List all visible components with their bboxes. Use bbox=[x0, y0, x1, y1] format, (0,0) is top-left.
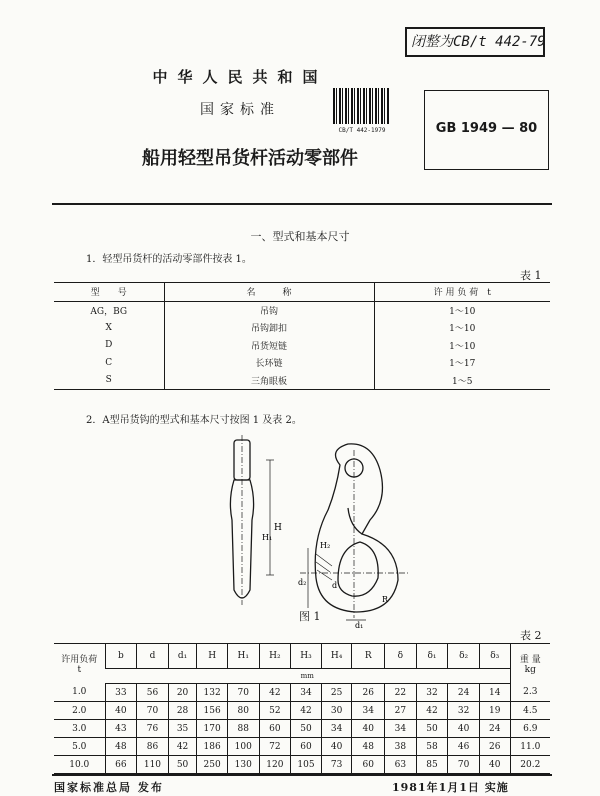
table-cell: 40 bbox=[352, 720, 385, 738]
table-cell: 86 bbox=[137, 738, 169, 756]
table-cell: 60 bbox=[291, 738, 322, 756]
table-cell: 32 bbox=[448, 702, 480, 720]
table-cell: 130 bbox=[227, 756, 259, 774]
table-cell: 42 bbox=[416, 702, 448, 720]
table-cell: 35 bbox=[168, 720, 197, 738]
table2-header-row bbox=[54, 644, 550, 669]
table-cell: 1～5 bbox=[374, 372, 550, 390]
dim-d2-label: d₂ bbox=[298, 578, 307, 587]
table-cell: 60 bbox=[352, 756, 385, 774]
table-cell: 48 bbox=[352, 738, 385, 756]
barcode-text: CB/T 442-1979 bbox=[338, 127, 386, 134]
table-cell: 长环链 bbox=[164, 354, 374, 372]
table-row bbox=[54, 756, 550, 774]
table-cell: 46 bbox=[448, 738, 480, 756]
table-cell: 40 bbox=[448, 720, 480, 738]
barcode-icon bbox=[333, 88, 389, 124]
table-cell: 24 bbox=[448, 684, 480, 702]
table-cell: 132 bbox=[197, 684, 228, 702]
table-cell: 3.0 bbox=[54, 720, 105, 738]
section-title: 一、型式和基本尺寸 bbox=[250, 230, 350, 243]
table-cell: 170 bbox=[197, 720, 228, 738]
table1-header-model: 型 号 bbox=[90, 288, 127, 299]
table-cell: 2.0 bbox=[54, 702, 105, 720]
table-cell: 2.3 bbox=[510, 684, 550, 702]
table-cell: 吊货短链 bbox=[164, 337, 374, 355]
table-row bbox=[54, 702, 550, 720]
table-cell: 26 bbox=[479, 738, 510, 756]
table-cell: 48 bbox=[105, 738, 137, 756]
table1-header-row bbox=[54, 283, 550, 302]
dim-H1-label: H₁ bbox=[262, 533, 273, 542]
country-name: 中华人民共和国 bbox=[152, 68, 328, 86]
figure-caption: 图 1 bbox=[299, 610, 321, 623]
table2-header-cell: d₁ bbox=[168, 644, 197, 669]
archive-stamp: 闭整为CB/t 442-79 bbox=[405, 27, 545, 57]
table-cell: 34 bbox=[352, 702, 385, 720]
table-cell: 80 bbox=[227, 702, 259, 720]
table-cell: 73 bbox=[321, 756, 352, 774]
table-cell: 20.2 bbox=[510, 756, 550, 774]
table-row bbox=[54, 354, 550, 372]
table-cell: 1～10 bbox=[374, 337, 550, 355]
table2-header-load-unit: t bbox=[77, 665, 82, 676]
table-cell: 34 bbox=[385, 720, 417, 738]
table2-header-cell: H₁ bbox=[227, 644, 259, 669]
hook-drawing bbox=[220, 430, 420, 630]
standard-type: 国家标准 bbox=[200, 102, 280, 118]
table2-unit-mm: mm bbox=[105, 669, 510, 684]
dim-d-label: d bbox=[332, 581, 338, 590]
table-cell: 1～10 bbox=[374, 301, 550, 319]
table-cell: 85 bbox=[416, 756, 448, 774]
table2-label: 表 2 bbox=[520, 629, 542, 642]
hook-front-outline bbox=[315, 444, 398, 612]
table-cell: 250 bbox=[197, 756, 228, 774]
table-cell: 28 bbox=[168, 702, 197, 720]
table-cell: 38 bbox=[385, 738, 417, 756]
dim-R-label: R bbox=[382, 595, 389, 604]
table-cell: 30 bbox=[321, 702, 352, 720]
paragraph-2: 2．A型吊货钩的型式和基本尺寸按图 1 及表 2。 bbox=[86, 415, 302, 426]
table-row bbox=[54, 720, 550, 738]
table-cell: D bbox=[105, 340, 113, 351]
table-cell: 34 bbox=[291, 684, 322, 702]
table-cell: 吊钩卸扣 bbox=[164, 319, 374, 337]
standard-number: GB 1949 — 80 bbox=[435, 121, 538, 136]
table-row bbox=[54, 372, 550, 390]
dim-H-label: H bbox=[274, 523, 282, 533]
table-cell: 1～17 bbox=[374, 354, 550, 372]
table2-header-cell: δ₁ bbox=[416, 644, 448, 669]
table-row bbox=[54, 301, 550, 319]
table-cell: 33 bbox=[105, 684, 137, 702]
table-row bbox=[54, 738, 550, 756]
table-cell: 186 bbox=[197, 738, 228, 756]
table-cell: 63 bbox=[385, 756, 417, 774]
table2-header-cell: δ bbox=[385, 644, 417, 669]
table-cell: 76 bbox=[137, 720, 169, 738]
table-cell: 14 bbox=[479, 684, 510, 702]
table-cell: 40 bbox=[321, 738, 352, 756]
table-cell: 70 bbox=[227, 684, 259, 702]
table-cell: 吊钩 bbox=[164, 301, 374, 319]
table-cell: C bbox=[105, 357, 113, 368]
table-cell: 5.0 bbox=[54, 738, 105, 756]
table-cell: 4.5 bbox=[510, 702, 550, 720]
table-cell: X bbox=[105, 322, 112, 333]
table-cell: 50 bbox=[168, 756, 197, 774]
table-cell: 100 bbox=[227, 738, 259, 756]
table2-header-cell: δ₃ bbox=[479, 644, 510, 669]
table-cell: 32 bbox=[416, 684, 448, 702]
table-cell: AG，BG bbox=[90, 306, 128, 317]
table-cell: 56 bbox=[137, 684, 169, 702]
table-cell: 40 bbox=[479, 756, 510, 774]
table-row bbox=[54, 337, 550, 355]
implementation-date: 1981年1月1日 实施 bbox=[392, 781, 509, 794]
table-cell: 60 bbox=[259, 720, 291, 738]
table1-label: 表 1 bbox=[520, 269, 542, 282]
table-cell: 20 bbox=[168, 684, 197, 702]
dim-d1-label: d₁ bbox=[355, 621, 364, 630]
table1 bbox=[54, 282, 550, 390]
table-cell: 110 bbox=[137, 756, 169, 774]
paragraph-1: 1．轻型吊货杆的活动零部件按表 1。 bbox=[86, 254, 252, 265]
table-cell: 34 bbox=[321, 720, 352, 738]
table1-header-load: 许 用 负 荷 t bbox=[374, 283, 550, 302]
table-cell: 25 bbox=[321, 684, 352, 702]
publisher: 国家标准总局 发布 bbox=[54, 781, 164, 794]
table2-header-cell: d bbox=[137, 644, 169, 669]
table-cell: 58 bbox=[416, 738, 448, 756]
table-cell: 88 bbox=[227, 720, 259, 738]
table-cell: 22 bbox=[385, 684, 417, 702]
table-cell: 72 bbox=[259, 738, 291, 756]
table2-header-weight-label: 重 量 bbox=[519, 655, 541, 666]
table-cell: 42 bbox=[168, 738, 197, 756]
table-cell: 6.9 bbox=[510, 720, 550, 738]
table2-header-cell: H₂ bbox=[259, 644, 291, 669]
table2-header-cell: b bbox=[105, 644, 137, 669]
table-cell: S bbox=[105, 375, 112, 386]
table2-header-cell: H₃ bbox=[291, 644, 322, 669]
table-cell: 10.0 bbox=[54, 756, 105, 774]
table2-header-load bbox=[54, 644, 105, 684]
table-cell: 19 bbox=[479, 702, 510, 720]
table-cell: 40 bbox=[105, 702, 137, 720]
table2-header-weight-unit: kg bbox=[524, 665, 536, 676]
table-cell: 70 bbox=[448, 756, 480, 774]
table-cell: 1.0 bbox=[54, 684, 105, 702]
table2-header-cell: H bbox=[197, 644, 228, 669]
table-cell: 105 bbox=[291, 756, 322, 774]
header-divider bbox=[52, 203, 552, 205]
table-cell: 42 bbox=[291, 702, 322, 720]
table-cell: 50 bbox=[416, 720, 448, 738]
footer-divider bbox=[52, 774, 552, 776]
document-title: 船用轻型吊货杆活动零部件 bbox=[142, 148, 358, 169]
table-cell: 156 bbox=[197, 702, 228, 720]
table2-header-cell: δ₂ bbox=[448, 644, 480, 669]
table-cell: 11.0 bbox=[510, 738, 550, 756]
table-cell: 50 bbox=[291, 720, 322, 738]
table-cell: 三角眼板 bbox=[164, 372, 374, 390]
table-row bbox=[54, 319, 550, 337]
table2-header-cell: H₄ bbox=[321, 644, 352, 669]
table2 bbox=[54, 643, 550, 774]
table-cell: 1～10 bbox=[374, 319, 550, 337]
table-cell: 120 bbox=[259, 756, 291, 774]
table-cell: 52 bbox=[259, 702, 291, 720]
table2-header-load-label: 许用负荷 bbox=[61, 655, 98, 666]
table-cell: 24 bbox=[479, 720, 510, 738]
table-cell: 42 bbox=[259, 684, 291, 702]
table-cell: 66 bbox=[105, 756, 137, 774]
table-row bbox=[54, 684, 550, 702]
table-cell: 27 bbox=[385, 702, 417, 720]
hook-throat bbox=[338, 542, 378, 596]
table2-header-weight bbox=[510, 644, 550, 684]
dim-H2-label: H₂ bbox=[320, 541, 331, 550]
table-cell: 70 bbox=[137, 702, 169, 720]
table-cell: 26 bbox=[352, 684, 385, 702]
table2-header-cell: R bbox=[352, 644, 385, 669]
table1-header-name: 名 称 bbox=[164, 283, 374, 302]
table-cell: 43 bbox=[105, 720, 137, 738]
